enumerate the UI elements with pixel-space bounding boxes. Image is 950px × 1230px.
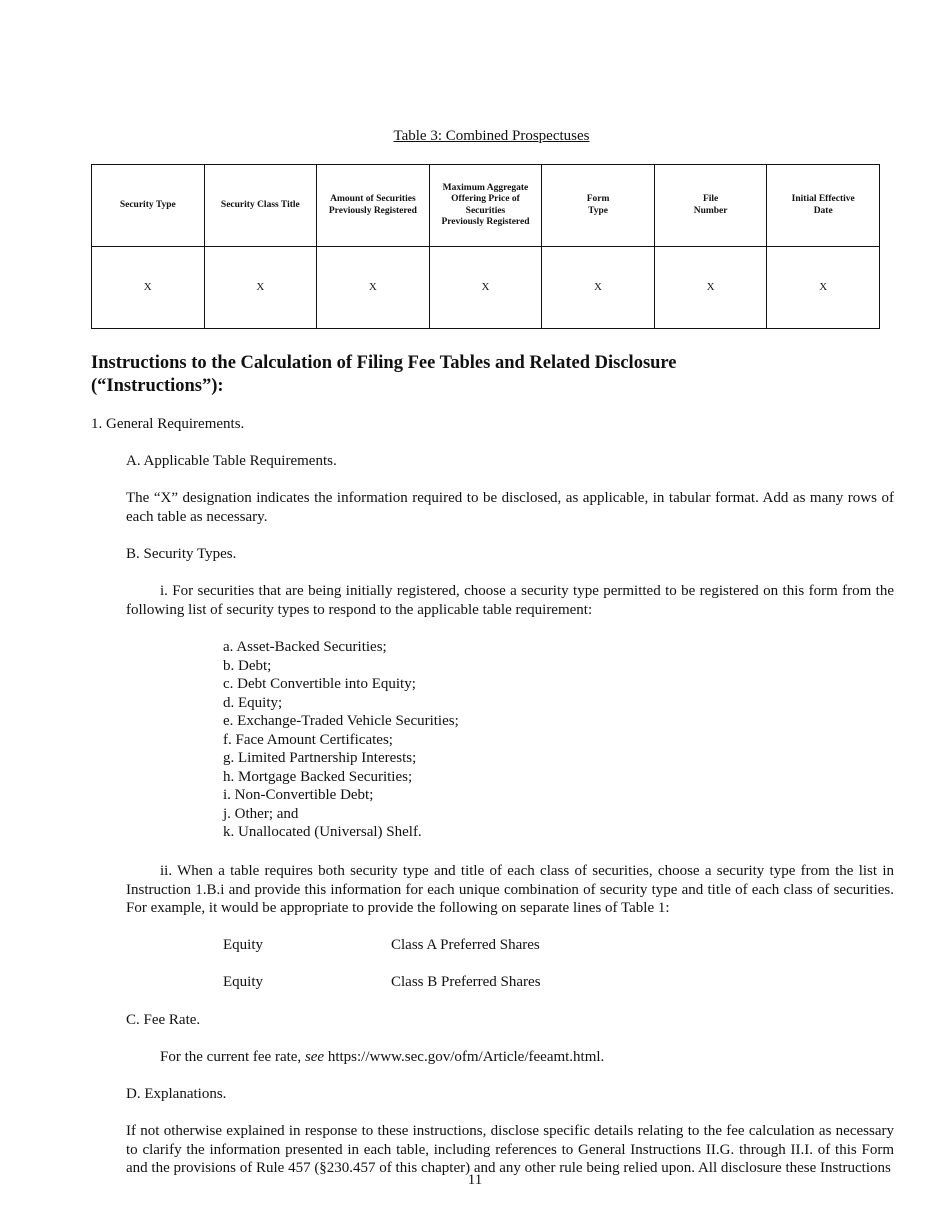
table-caption: Table 3: Combined Prospectuses <box>393 128 590 144</box>
table-cell: X <box>767 247 880 329</box>
list-item: b. Debt; <box>223 657 272 674</box>
table-cell: X <box>654 247 767 329</box>
section-a-title: A. Applicable Table Requirements. <box>126 453 337 469</box>
header-amount-previously-registered: Amount of Securities Previously Registered <box>317 165 430 247</box>
list-item: g. Limited Partnership Interests; <box>223 750 417 766</box>
section-b-i-text: i. For securities that are being initially registered, choose a security type permitted to be registered on this form from the following list of security types to respond to the applicable table requirement: <box>126 583 894 618</box>
fee-rate-text: For the current fee rate, <box>160 1049 305 1065</box>
see-emphasis: see <box>304 1049 325 1065</box>
general-requirements-title: 1. General Requirements. <box>91 416 245 432</box>
security-types-list <box>223 638 459 842</box>
instructions-heading: Instructions to the Calculation of Filing Fee Tables and Related Disclosure (“Instructions”): <box>91 353 677 396</box>
table-row <box>92 247 880 329</box>
fee-rate-url[interactable]: https://www.sec.gov/ofm/Article/feeamt.html. <box>324 1049 605 1065</box>
section-d-text: If not otherwise explained in response to these instructions, disclose specific details relating to the fee calculation as necessary to clarify the information presented in each table, including references to General Instructions II.G. through II.I. of this Form and the provisions of Rule 457 (§230.457 of this chapter) and any other rule being relied upon. All disclosure these Instructions <box>126 1123 894 1176</box>
list-item: d. Equity; <box>223 694 283 711</box>
header-security-type: Security Type <box>92 165 205 247</box>
list-item: j. Other; and <box>223 805 299 822</box>
example-class-title: Class A Preferred Shares <box>391 937 540 953</box>
table-header-row <box>92 165 880 247</box>
header-security-class-title: Security Class Title <box>204 165 317 247</box>
section-c-title: C. Fee Rate. <box>126 1012 201 1028</box>
list-item: f. Face Amount Certificates; <box>223 731 393 748</box>
list-item: k. Unallocated (Universal) Shelf. <box>223 824 422 840</box>
list-item: i. Non-Convertible Debt; <box>223 787 374 803</box>
example-class-title: Class B Preferred Shares <box>391 974 541 990</box>
table-cell: X <box>317 247 430 329</box>
list-item: h. Mortgage Backed Securities; <box>223 768 413 785</box>
list-item: a. Asset-Backed Securities; <box>223 639 387 655</box>
example-security-type: Equity <box>223 974 263 990</box>
header-file-number: File Number <box>654 165 767 247</box>
section-c-text <box>160 1048 604 1067</box>
example-security-type: Equity <box>223 937 263 953</box>
section-b-ii-text: ii. When a table requires both security type and title of each class of securities, choose a security type from the list in Instruction 1.B.i and provide this information for each unique combination of security type and title of each class of securities. For example, it would be appropriate to provide the following on separate lines of Table 1: <box>126 863 894 916</box>
header-max-aggregate-offering-price: Maximum Aggregate Offering Price of Securities Previously Registered <box>429 165 542 247</box>
section-d-title: D. Explanations. <box>126 1086 227 1102</box>
combined-prospectuses-table <box>91 164 880 329</box>
list-item: c. Debt Convertible into Equity; <box>223 676 416 692</box>
header-form-type: Form Type <box>542 165 655 247</box>
table-cell: X <box>204 247 317 329</box>
header-initial-effective-date: Initial Effective Date <box>767 165 880 247</box>
table-cell: X <box>92 247 205 329</box>
section-a-text: The “X” designation indicates the information required to be disclosed, as applicable, in tabular format. Add as many rows of each table as necessary. <box>126 490 894 525</box>
section-b-title: B. Security Types. <box>126 546 237 562</box>
list-item: e. Exchange-Traded Vehicle Securities; <box>223 713 459 729</box>
table-cell: X <box>429 247 542 329</box>
page-number: 11 <box>467 1172 483 1188</box>
table-cell: X <box>542 247 655 329</box>
